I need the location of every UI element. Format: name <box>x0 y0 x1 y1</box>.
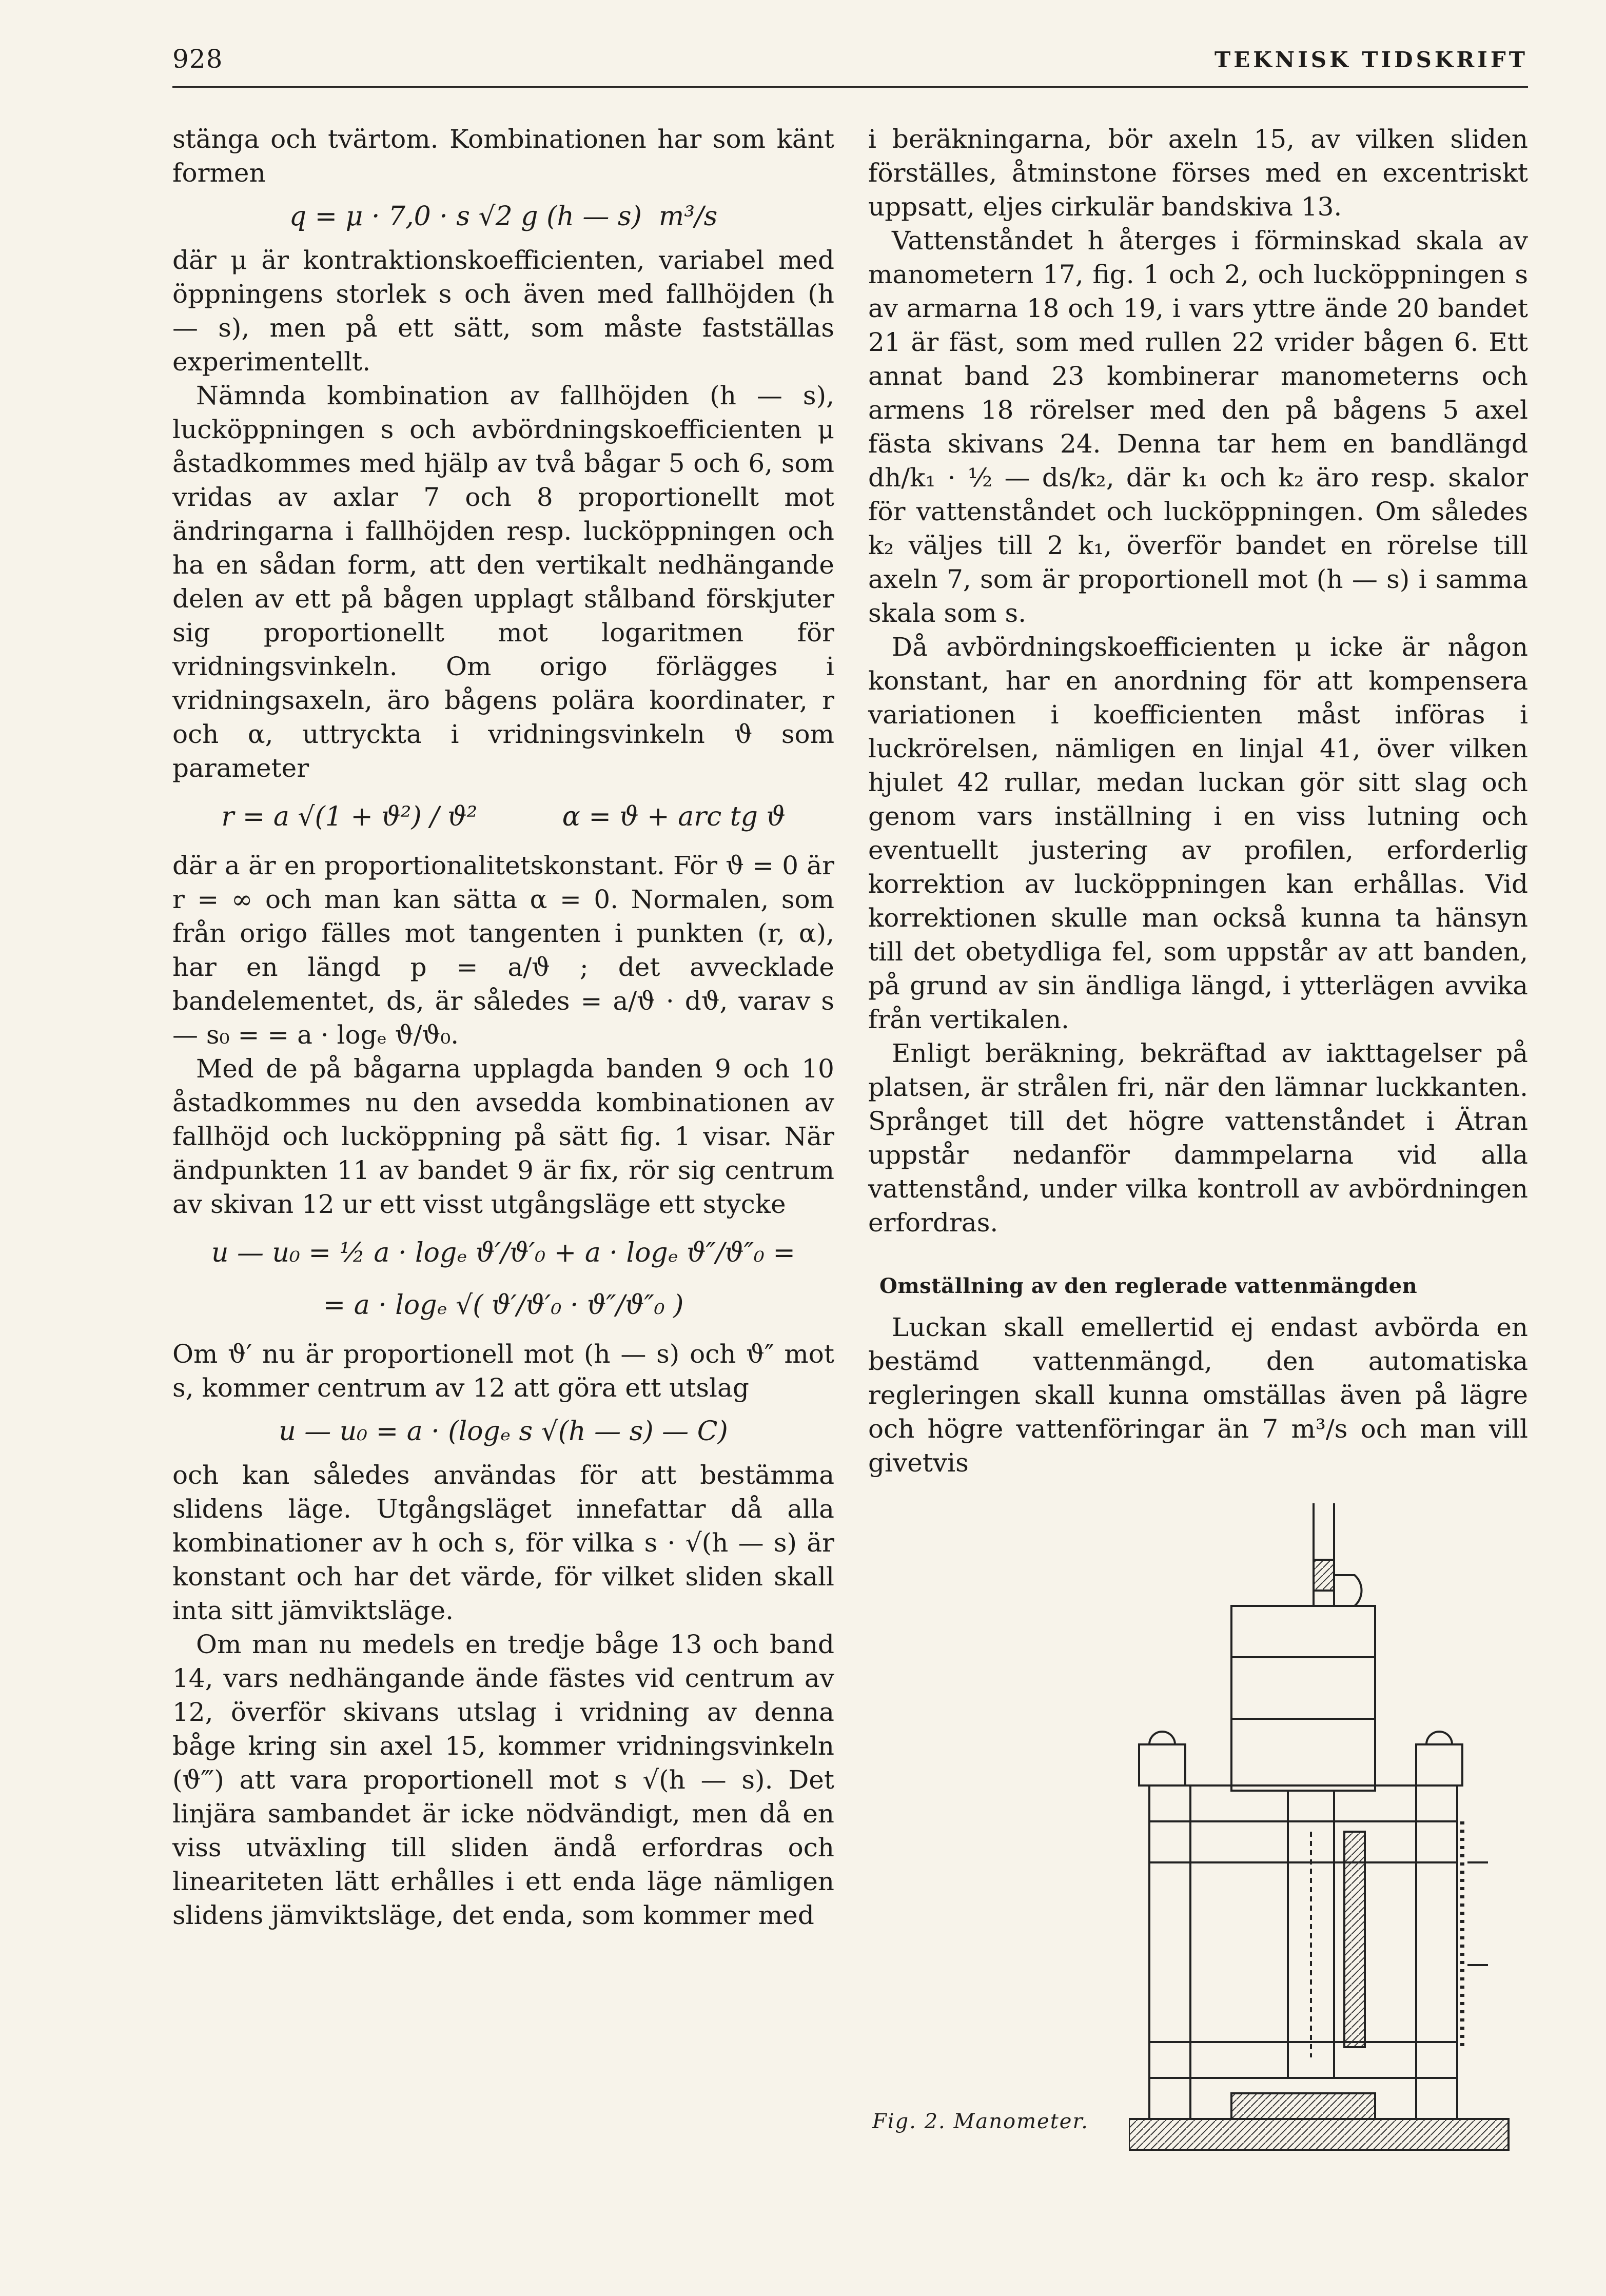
paragraph: stänga och tvärtom. Kombinationen har som känt formen <box>172 124 834 188</box>
equation: u — u₀ = a · (logₑ s √(h — s) — C) <box>279 1416 728 1447</box>
figure-caption: Fig. 2. Manometer. <box>872 2110 1089 2133</box>
paragraph: Luckan skall emellertid ej endast avbörda en bestämd vattenmängd, den automatiska regleringen skall kunna omställas även på lägre och högre vattenföringar än 7 m³/s och man vill givetvis <box>868 1312 1528 1478</box>
right-column <box>868 122 1528 1480</box>
right-cap <box>1416 1744 1462 1785</box>
paragraph: i beräkningarna, bör axeln 15, av vilken sliden förställes, åtminstone förses med en excentriskt uppsatt, eljes cirkulär bandskiva 13. <box>868 124 1528 222</box>
section-heading: Omställning av den reglerade vattenmängden <box>879 1274 1418 1298</box>
equation: = a · logₑ √( ϑ′/ϑ′₀ · ϑ″/ϑ″₀ ) <box>323 1290 684 1321</box>
equation: r = a √(1 + ϑ²) / ϑ² α = ϑ + arc tg ϑ <box>221 801 786 832</box>
base-plate <box>1129 2119 1509 2150</box>
paragraph: Med de på bågarna upplagda banden 9 och 10 åstadkommes nu den avsedda kombinationen av fallhöjd och lucköppning på sätt fig. 1 visar. När ändpunkten 11 av bandet 9 är fix, rör sig centrum av skivan 12 ur ett visst utgångsläge ett stycke <box>172 1054 834 1219</box>
manometer-figure <box>1129 1503 1519 2155</box>
upper-housing <box>1231 1606 1375 1791</box>
header-rule <box>172 86 1528 88</box>
paragraph: Nämnda kombination av fallhöjden (h — s), lucköppningen s och avbördningskoefficienten μ åstadkommes med hjälp av två bågar 5 och 6, som vridas av axlar 7 och 8 proportionellt mot ändringarna i fallhöjden resp. lucköppningen och ha en sådan form, att den vertikalt nedhängande delen av ett på bågen upplagt stålband förskjuter sig proportionellt mot logaritmen för vridningsvinkeln. Om origo förlägges i vridningsaxeln, äro bågens polära koordinater, r och α, uttryckta i vridningsvinkeln ϑ som parameter <box>172 381 834 783</box>
equation: u — u₀ = ½ a · logₑ ϑ′/ϑ′₀ + a · logₑ ϑ″/ϑ″₀ = <box>211 1238 795 1268</box>
pipe-section <box>1314 1560 1334 1591</box>
left-column <box>172 122 834 1932</box>
paragraph: Om man nu medels en tredje båge 13 och band 14, vars nedhängande ände fästes vid centrum av 12, överför skivans utslag i vridning av denna båge kring sin axel 15, kommer vridningsvinkeln (ϑ‴) att vara proportionell mot s √(h — s). Det linjära sambandet är icke nödvändigt, men då en viss utväxling till sliden ändå erfordras och lineariteten lätt erhålles i ett enda läge nämligen slidens jämviktsläge, det enda, som kommer med <box>172 1630 834 1930</box>
journal-title: TEKNISK TIDSKRIFT <box>1214 47 1528 72</box>
paragraph: där a är en proportionalitetskonstant. För ϑ = 0 är r = ∞ och man kan sätta α = 0. Normalen, som från origo fälles mot tangenten i punkten (r, α), har en längd p = a/ϑ ; det avvecklade bandelementet, ds, är således = a/ϑ · dϑ, varav s — s₀ = = a · logₑ ϑ/ϑ₀. <box>172 851 834 1050</box>
equation: q = μ · 7,0 · s √2 g (h — s) m³/s <box>289 201 718 232</box>
paragraph: Enligt beräkning, bekräftad av iakttagelser på platsen, är strålen fri, när den lämnar luckkanten. Språnget till det högre vattenståndet i Ätran uppstår nedanför dammpelarna vid alla vattenstånd, under vilka kontroll av avbördningen erfordras. <box>868 1038 1528 1238</box>
paragraph: där μ är kontraktionskoefficienten, variabel med öppningens storlek s och även med fallhöjden (h — s), men på ett sätt, som måste fastställas experimentellt. <box>172 245 834 377</box>
scale-bar <box>1344 1832 1365 2047</box>
paragraph: Vattenståndet h återges i förminskad skala av manometern 17, fig. 1 och 2, och lucköppningen s av armarna 18 och 19, i vars yttre ände 20 bandet 21 är fäst, som med rullen 22 vrider bågen 6. Ett annat band 23 kombinerar manometerns och armens 18 rörelser med den på bågens 5 axel fästa skivans 24. Denna tar hem en bandlängd dh/k₁ · ½ — ds/k₂, där k₁ och k₂ äro resp. skalor för vattenståndet och lucköppningen. Om således k₂ väljes till 2 k₁, överför bandet en rörelse till axeln 7, som är proportionell mot (h — s) i samma skala som s. <box>868 226 1528 628</box>
left-cap <box>1139 1744 1185 1785</box>
paragraph: och kan således användas för att bestämma slidens läge. Utgångsläget innefattar då alla kombinationer av h och s, för vilka s · √(h — s) är konstant och har det värde, för vilket sliden skall inta sitt jämviktsläge. <box>172 1460 834 1625</box>
page-number: 928 <box>172 44 223 74</box>
paragraph: Om ϑ′ nu är proportionell mot (h — s) och ϑ″ mot s, kommer centrum av 12 att göra ett utslag <box>172 1339 834 1403</box>
curved-fitting <box>1334 1575 1362 1606</box>
main-body <box>1149 1785 1457 2119</box>
paragraph: Då avbördningskoefficienten μ icke är någon konstant, har en anordning för att kompensera variationen i koefficienten måst införas i luckrörelsen, nämligen en linjal 41, över vilken hjulet 42 rullar, medan luckan gör sitt slag och genom vars inställning i en viss lutning och eventuellt justering av profilen, erforderlig korrektion av lucköppningen kan erhållas. Vid korrektionen skulle man också kunna ta hänsyn till det obetydliga fel, som uppstår av att banden, på grund av sin ändliga längd, i ytterlägen avvika från vertikalen. <box>868 632 1528 1034</box>
